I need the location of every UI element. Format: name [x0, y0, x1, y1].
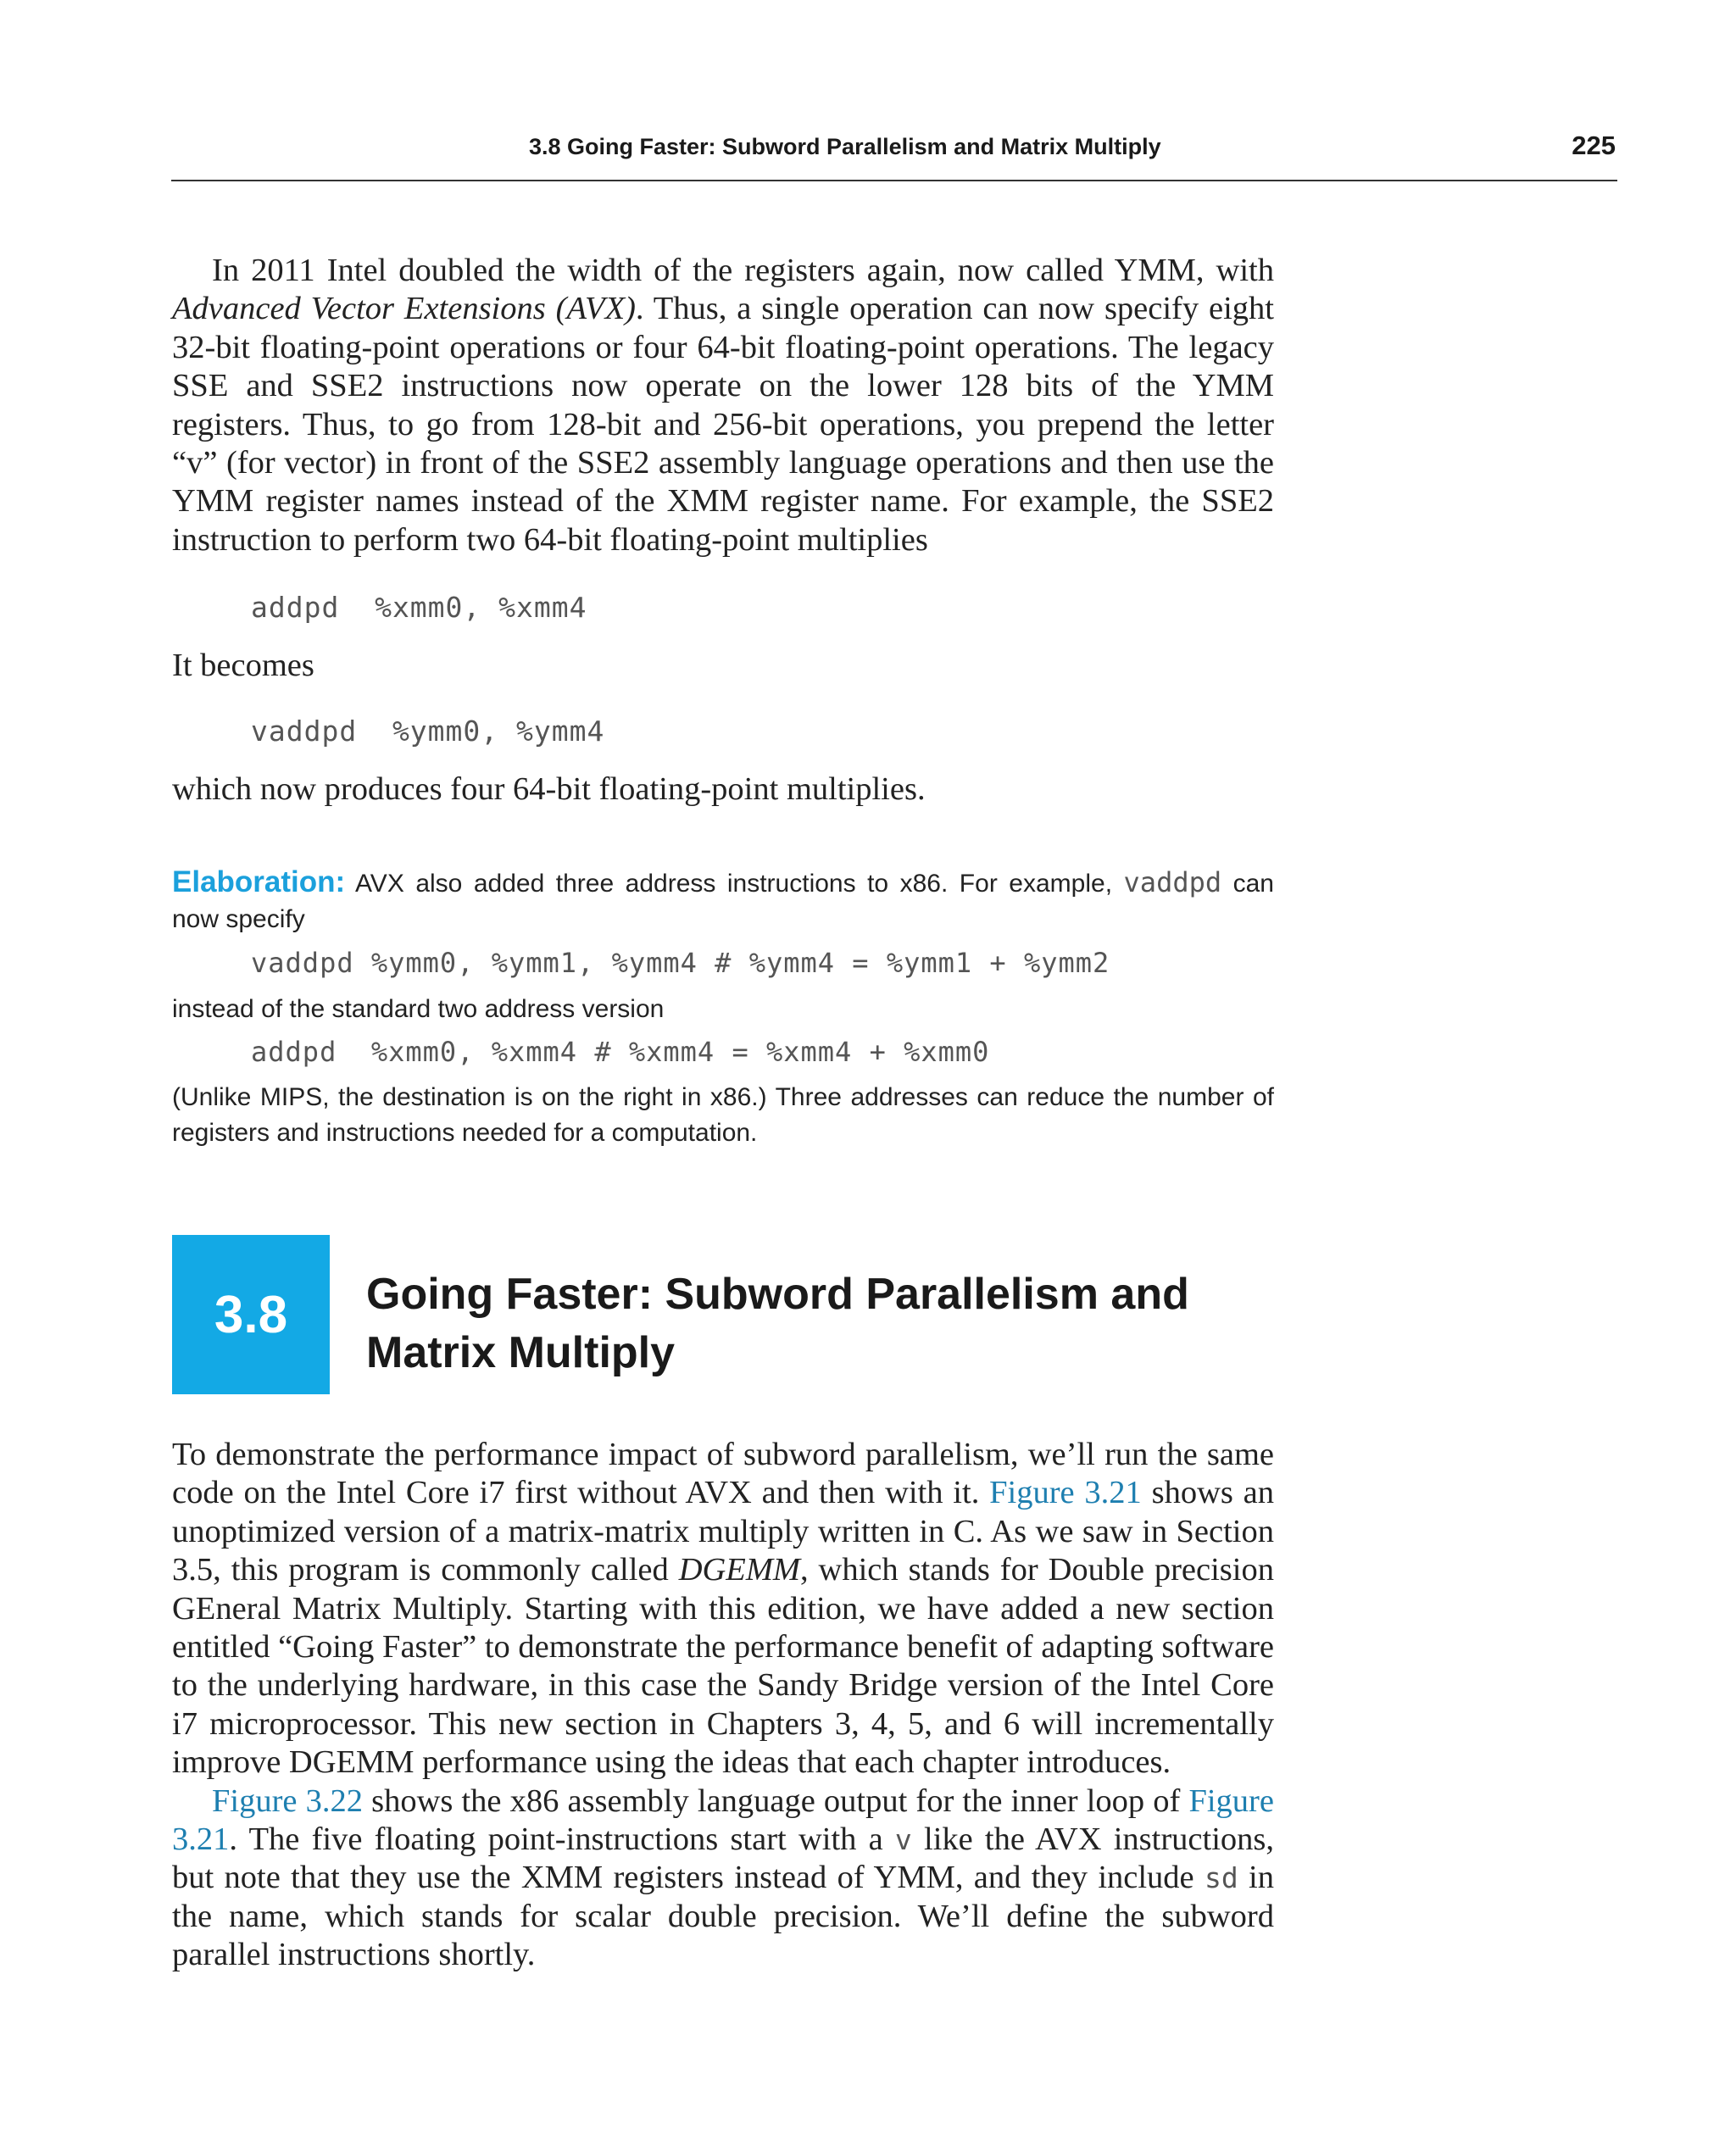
it-becomes-text: It becomes — [172, 648, 314, 683]
link-figure-3-21-b[interactable]: Figure 3.21 — [172, 1782, 1274, 1858]
para2-italic-dgemm: DGEMM — [678, 1552, 800, 1588]
link-figure-3-22[interactable]: Figure 3.22 — [212, 1782, 363, 1819]
elaboration-code-1: vaddpd %ymm0, %ymm1, %ymm4 # %ymm4 = %ymm1 + %ymm2 — [251, 947, 1110, 979]
paragraph-2 — [172, 1436, 1274, 1782]
elaboration-block — [172, 865, 1274, 937]
elaboration-text-3: instead of the standard two address version — [172, 995, 665, 1023]
para3-code-sd: sd — [1204, 1861, 1238, 1895]
page-number: 225 — [1572, 131, 1616, 160]
running-head-title: 3.8 Going Faster: Subword Parallelism and Matrix Multiply — [529, 134, 1161, 159]
which-now-text: which now produces four 64-bit floating-point multiplies. — [172, 771, 926, 807]
para3-text-4: in the name, which stands for scalar double precision. We’ll define the subword parallel instructions shortly. — [172, 1860, 1274, 1973]
code-addpd: addpd %xmm0, %xmm4 — [251, 591, 587, 624]
running-head — [170, 131, 1616, 168]
elaboration-text-2: can now specify — [172, 870, 1274, 933]
para2-text-3: , which stands for Double precision GEneral Matrix Multiply. Starting with this edition, we have added a new section entitled “Going Faster” to demonstrate the performance benefit of adapting software to the underlying hardware, in this case the Sandy Bridge version of the Intel Core i7 microprocessor. This new section in Chapters 3, 4, 5, and 6 will incrementally improve DGEMM performance using the ideas that each chapter introduces. — [172, 1552, 1274, 1781]
link-figure-3-21[interactable]: Figure 3.21 — [989, 1475, 1142, 1511]
elaboration-title: Elaboration: — [172, 865, 346, 898]
para2-text-1: To demonstrate the performance impact of subword parallelism, we’ll run the same code on the Intel Core i7 first without AVX and then with it. — [172, 1437, 1274, 1511]
section-number-box: 3.8 — [172, 1235, 330, 1394]
para2-text-2: shows an unoptimized version of a matrix-matrix multiply written in C. As we saw in Section 3.5, this program is commonly called — [172, 1475, 1274, 1588]
elaboration-code-2: addpd %xmm0, %xmm4 # %xmm4 = %xmm4 + %xmm0 — [251, 1036, 990, 1068]
code-vaddpd: vaddpd %ymm0, %ymm4 — [251, 715, 605, 748]
elaboration-text-4-block — [172, 1080, 1274, 1151]
intro-paragraph — [172, 252, 1274, 559]
section-title — [366, 1265, 1299, 1382]
intro-italic-avx: Advanced Vector Extensions (AVX) — [172, 291, 636, 327]
para3-code-v: v — [894, 1823, 912, 1857]
para3-text-1: shows the x86 assembly language output for the inner loop of — [363, 1782, 1189, 1819]
header-rule — [171, 180, 1617, 181]
intro-text-1: In 2011 Intel doubled the width of the registers again, now called YMM, with — [212, 253, 1274, 288]
elaboration-inline-code: vaddpd — [1123, 866, 1222, 898]
intro-text-2: . Thus, a single operation can now specify eight 32-bit floating-point operations or four 64-bit floating-point operations. The legacy SSE and SSE2 instructions now operate on the lower 128 bits of the YMM registers. Thus, to go from 128-bit and 256-bit operations, you prepend the letter “v” (for vector) in front of the SSE2 assembly language operations and then use the YMM register names instead of the XMM register name. For example, the SSE2 instruction to perform two 64-bit floating-point multiplies — [172, 291, 1274, 558]
para3-text-3: like the AVX instructions, but note that they use the XMM registers instead of YMM, and they include — [172, 1821, 1274, 1896]
paragraph-3 — [172, 1782, 1274, 1975]
elaboration-text-4: (Unlike MIPS, the destination is on the right in x86.) Three addresses can reduce the number of registers and instructions needed for a computation. — [172, 1083, 1274, 1147]
body-paragraphs — [172, 1436, 1274, 1975]
elaboration-text-1: AVX also added three address instructions to x86. For example, — [345, 870, 1124, 898]
section-title-line-1: Going Faster: Subword Parallelism and — [366, 1270, 1189, 1319]
para3-text-2: . The five floating point-instructions start with a — [229, 1821, 895, 1858]
section-title-line-2: Matrix Multiply — [366, 1328, 676, 1377]
